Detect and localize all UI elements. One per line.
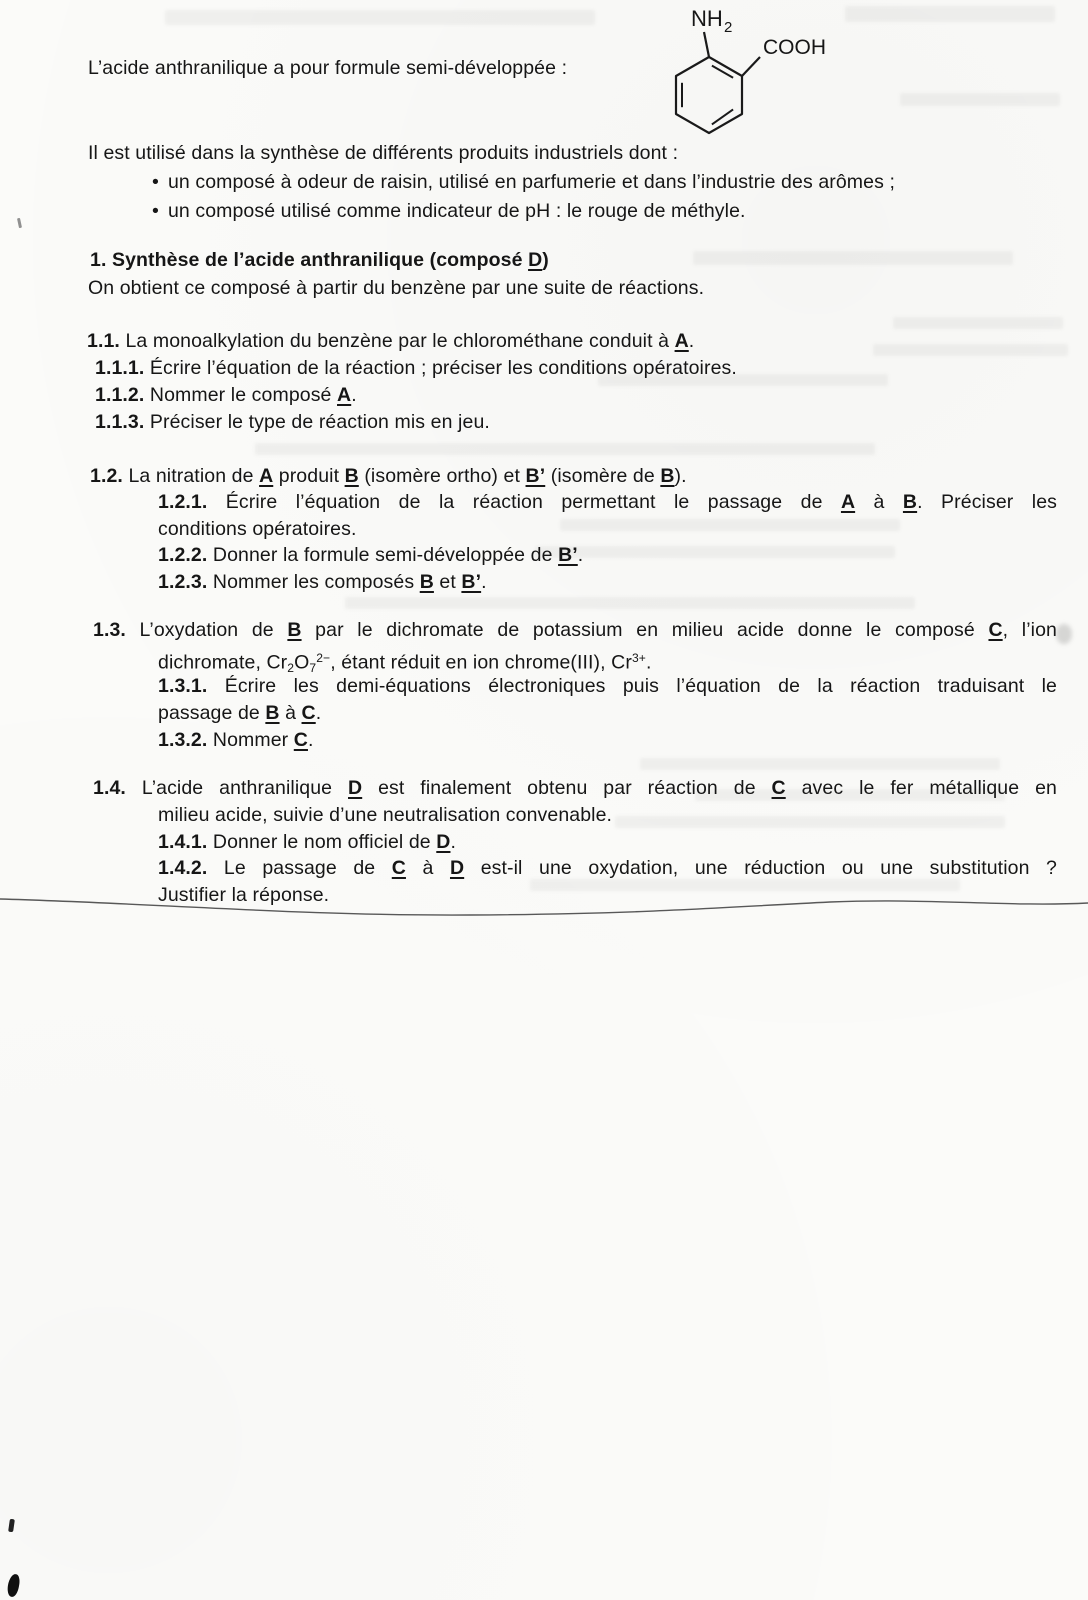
bleed-through-artifact bbox=[693, 251, 1013, 265]
bleed-through-artifact bbox=[615, 816, 1005, 828]
question-1-4-line-1: 1.4. L’acide anthranilique D est finalement obtenu par réaction de C avec le fer métallique en bbox=[93, 777, 1057, 799]
double-bond bbox=[712, 66, 733, 78]
bleed-through-artifact bbox=[873, 344, 1068, 356]
carboxyl-group-label: COOH bbox=[763, 36, 826, 59]
amine-bond bbox=[704, 32, 709, 57]
scan-artifact-tick bbox=[17, 218, 22, 228]
section-1-heading: 1. Synthèse de l’acide anthranilique (composé D) bbox=[90, 249, 549, 271]
ink-mark-small bbox=[8, 1519, 15, 1533]
page-tear-line bbox=[0, 890, 1088, 930]
question-1-3-line-1: 1.3. L’oxydation de B par le dichromate de potassium en milieu acide donne le composé C, l’ion bbox=[93, 619, 1057, 641]
question-1-1: 1.1. La monoalkylation du benzène par le chlorométhane conduit à A. bbox=[87, 330, 695, 352]
question-1-1-2: 1.1.2. Nommer le composé A. bbox=[95, 384, 357, 406]
scan-artifact-smudge bbox=[1056, 624, 1072, 644]
question-1-2-3: 1.2.3. Nommer les composés B et B’. bbox=[158, 571, 487, 593]
question-1-2-1-line-1: 1.2.1. Écrire l’équation de la réaction permettant le passage de A à B. Préciser les bbox=[158, 491, 1058, 513]
question-1-3-line-2: dichromate, $Cr_2O_7^{2-}$, étant réduit en ion chrome(III), $Cr^{3+}$. bbox=[158, 651, 652, 676]
benzene-ring bbox=[676, 57, 742, 133]
carboxyl-bond bbox=[742, 57, 760, 76]
bullet-icon: • bbox=[152, 200, 159, 222]
bleed-through-artifact bbox=[900, 93, 1060, 106]
amine-subscript: 2 bbox=[724, 19, 733, 36]
section-1-intro: On obtient ce composé à partir du benzène par une suite de réactions. bbox=[88, 277, 705, 299]
bullet-icon: • bbox=[152, 171, 159, 193]
amine-group-label: NH bbox=[691, 6, 723, 31]
question-1-1-1: 1.1.1. Écrire l’équation de la réaction ; préciser les conditions opératoires. bbox=[95, 357, 737, 379]
usage-sentence: Il est utilisé dans la synthèse de différents produits industriels dont : bbox=[88, 142, 679, 164]
intro-sentence: L’acide anthranilique a pour formule semi-développée : bbox=[88, 57, 568, 79]
bullet-item-2 bbox=[152, 198, 746, 224]
bleed-through-artifact bbox=[640, 758, 1000, 770]
bleed-through-artifact bbox=[345, 597, 915, 609]
question-1-2-2: 1.2.2. Donner la formule semi-développée de B’. bbox=[158, 544, 584, 566]
question-1-4-1: 1.4.1. Donner le nom officiel de D. bbox=[158, 831, 456, 853]
question-1-2: 1.2. La nitration de A produit B (isomère ortho) et B’ (isomère de B). bbox=[90, 465, 687, 487]
bleed-through-artifact bbox=[893, 317, 1063, 329]
question-1-4-2-line-2: Justifier la réponse. bbox=[158, 884, 330, 906]
ink-mark-large bbox=[6, 1573, 21, 1598]
bullet-item-2-text: un composé utilisé comme indicateur de pH : le rouge de méthyle. bbox=[167, 200, 746, 222]
bleed-through-artifact bbox=[165, 10, 595, 25]
question-1-3-1-line-2: passage de B à C. bbox=[158, 702, 322, 724]
question-1-3-2: 1.3.2. Nommer C. bbox=[158, 729, 314, 751]
question-1-1-3: 1.1.3. Préciser le type de réaction mis en jeu. bbox=[95, 411, 490, 433]
question-1-3-1-line-1: 1.3.1. Écrire les demi-équations électroniques puis l’équation de la réaction traduisant le bbox=[158, 675, 1057, 697]
bleed-through-artifact bbox=[255, 443, 875, 455]
bleed-through-artifact bbox=[560, 519, 900, 531]
anthranilic-acid-structure bbox=[630, 0, 840, 140]
question-1-2-1-line-2: conditions opératoires. bbox=[158, 518, 357, 540]
bleed-through-artifact bbox=[535, 546, 895, 558]
question-1-4-2-line-1: 1.4.2. Le passage de C à D est-il une oxydation, une réduction ou une substitution ? bbox=[158, 857, 1058, 879]
bullet-item-1 bbox=[152, 169, 895, 195]
question-1-4-line-2: milieu acide, suivie d’une neutralisation convenable. bbox=[158, 804, 613, 826]
bleed-through-artifact bbox=[845, 6, 1055, 22]
bullet-item-1-text: un composé à odeur de raisin, utilisé en parfumerie et dans l’industrie des arômes ; bbox=[167, 171, 895, 193]
